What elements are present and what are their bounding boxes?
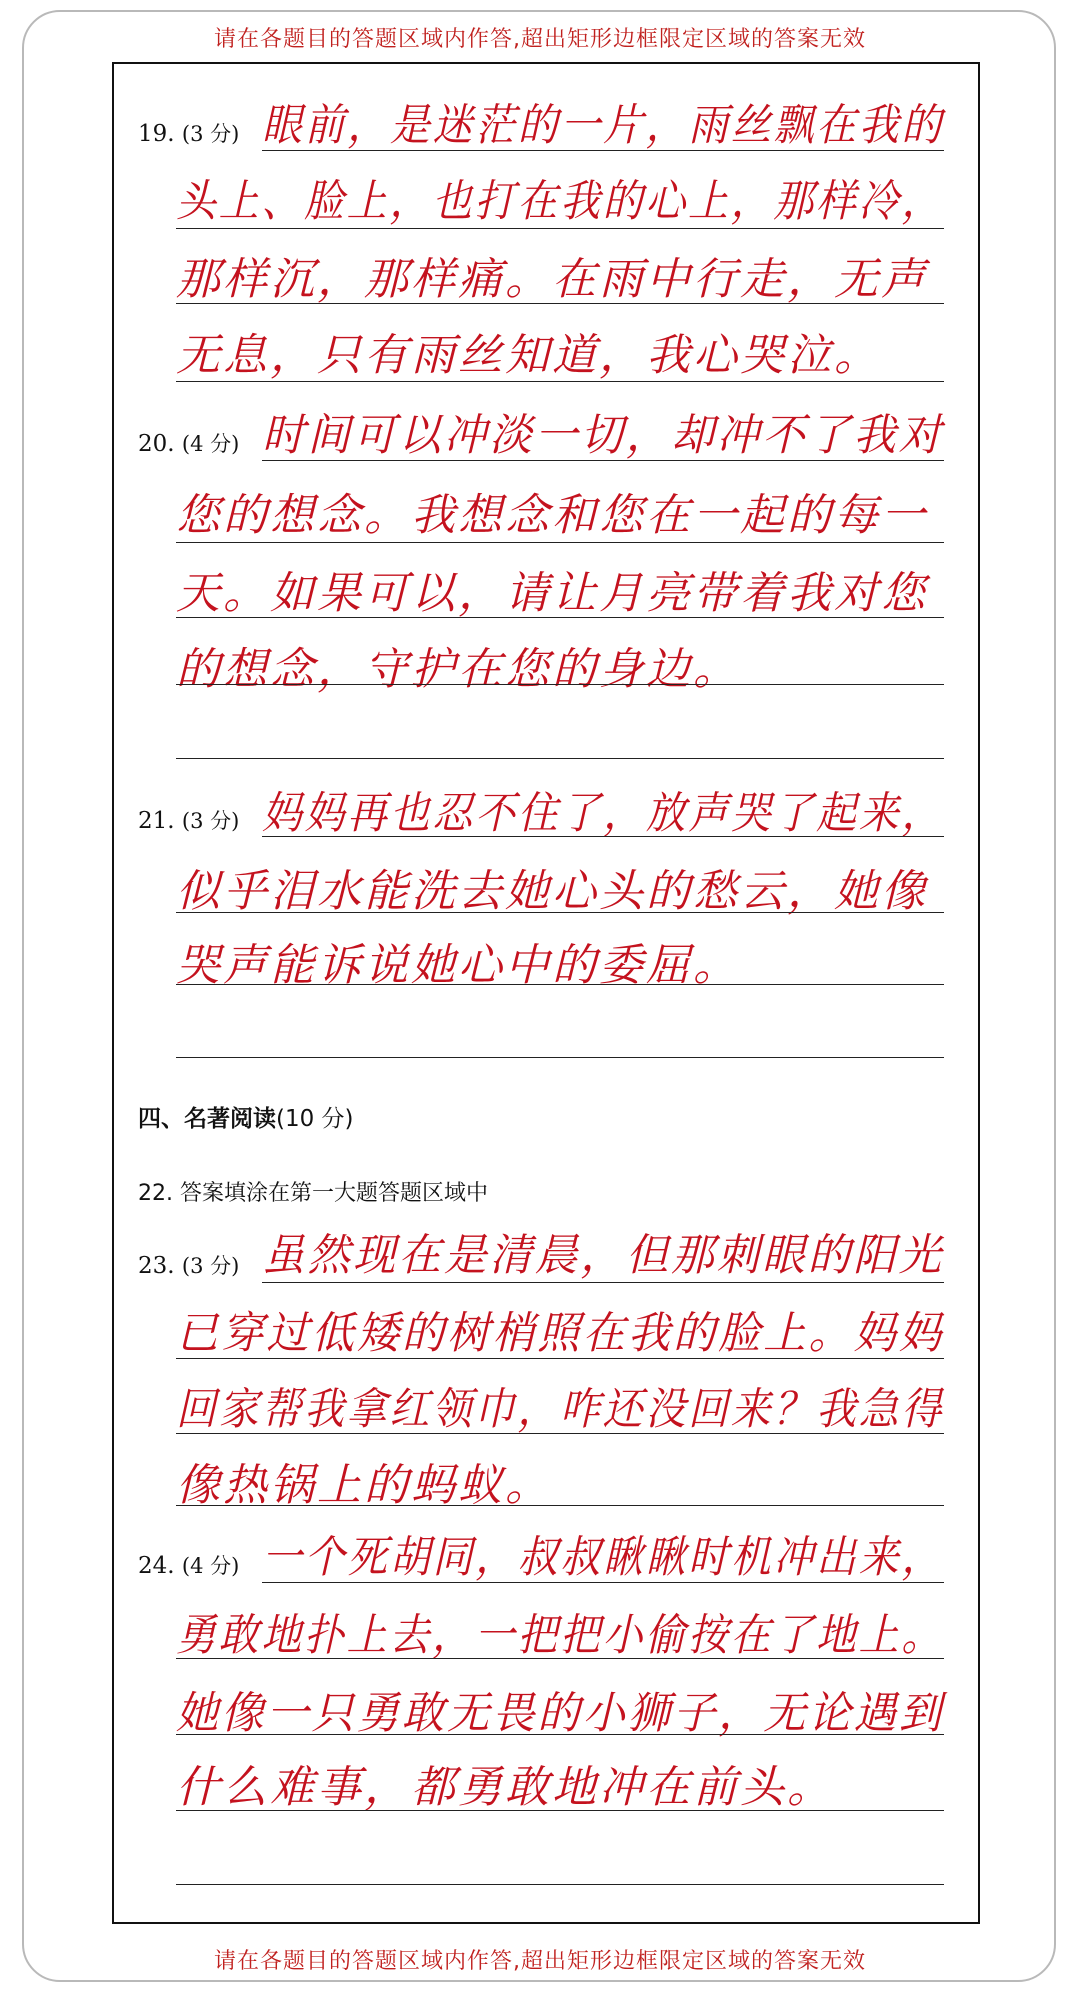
q21-label — [138, 805, 239, 835]
q23-line-1: 虽然现在是清晨，但那刺眼的阳光 — [262, 1230, 944, 1281]
q19-number: 19. — [138, 121, 175, 147]
q22-text: 答案填涂在第一大题答题区域中 — [180, 1181, 489, 1206]
q24-rule-3 — [176, 1734, 944, 1735]
q23-line-4: 像热锅上的蚂蚁。 — [176, 1460, 552, 1511]
q21-line-1: 妈妈再也忍不住了，放声哭了起来， — [262, 788, 944, 839]
q20-rule-2 — [176, 542, 944, 543]
q21-rule-3 — [176, 984, 944, 985]
q24-line-2: 勇敢地扑上去，一把把小偷按在了地上。 — [176, 1610, 944, 1661]
q23-rule-3 — [176, 1433, 944, 1434]
q23-rule-2 — [176, 1358, 944, 1359]
q20-rule-5 — [176, 758, 944, 759]
q24-line-4: 什么难事，都勇敢地冲在前头。 — [176, 1762, 834, 1813]
q23-rule-1 — [262, 1282, 944, 1283]
q22-number: 22. — [138, 1181, 173, 1206]
q24-rule-1 — [262, 1582, 944, 1583]
q19-rule-2 — [176, 228, 944, 229]
q21-rule-4 — [176, 1057, 944, 1058]
q20-line-4: 的想念，守护在您的身边。 — [176, 644, 740, 695]
q23-line-2: 已穿过低矮的树梢照在我的脸上。妈妈 — [176, 1308, 944, 1359]
q19-label — [138, 118, 239, 148]
q20-points: (4 分) — [181, 432, 240, 456]
q20-number: 20. — [138, 431, 175, 457]
q19-rule-3 — [176, 303, 944, 304]
footer-warning: 请在各题目的答题区域内作答,超出矩形边框限定区域的答案无效 — [214, 1949, 866, 1974]
header-warning: 请在各题目的答题区域内作答,超出矩形边框限定区域的答案无效 — [214, 27, 866, 52]
q21-number: 21. — [138, 808, 175, 834]
q21-rule-2 — [176, 912, 944, 913]
q19-line-3: 那样沉，那样痛。在雨中行走，无声 — [176, 254, 928, 305]
q24-number: 24. — [138, 1553, 175, 1579]
q20-rule-1 — [262, 460, 944, 461]
q20-line-2: 您的想念。我想念和您在一起的每一 — [176, 490, 928, 541]
q19-line-4: 无息，只有雨丝知道，我心哭泣。 — [176, 330, 881, 381]
q19-line-2: 头上、脸上，也打在我的心上，那样冷， — [176, 176, 944, 227]
q22-row — [138, 1176, 488, 1207]
q24-rule-4 — [176, 1810, 944, 1811]
q19-line-1: 眼前，是迷茫的一片，雨丝飘在我的 — [262, 100, 944, 151]
q24-label — [138, 1550, 239, 1580]
q21-points: (3 分) — [181, 809, 240, 833]
q24-rule-5 — [176, 1884, 944, 1885]
section-4-title-text: 四、名著阅读 — [138, 1106, 276, 1132]
q24-points: (4 分) — [181, 1554, 240, 1578]
q21-line-2: 似乎泪水能洗去她心头的愁云，她像 — [176, 866, 928, 917]
q21-rule-1 — [262, 836, 944, 837]
q23-rule-4 — [176, 1505, 944, 1506]
q23-label — [138, 1250, 239, 1280]
q20-rule-3 — [176, 617, 944, 618]
q20-line-1: 时间可以冲淡一切，却冲不了我对 — [262, 410, 944, 461]
q19-points: (3 分) — [181, 122, 240, 146]
section-4-points: (10 分) — [276, 1106, 354, 1132]
q23-points: (3 分) — [181, 1254, 240, 1278]
q20-label — [138, 428, 239, 458]
section-4-title — [138, 1100, 354, 1133]
q24-rule-2 — [176, 1658, 944, 1659]
q20-rule-4 — [176, 684, 944, 685]
q19-rule-1 — [262, 150, 944, 151]
q23-number: 23. — [138, 1253, 175, 1279]
q24-line-3: 她像一只勇敢无畏的小狮子，无论遇到 — [176, 1688, 944, 1739]
q24-line-1: 一个死胡同，叔叔瞅瞅时机冲出来， — [262, 1532, 944, 1583]
q23-line-3: 回家帮我拿红领巾，咋还没回来？我急得 — [176, 1384, 944, 1435]
q21-line-3: 哭声能诉说她心中的委屈。 — [176, 940, 740, 991]
q20-line-3: 天。如果可以，请让月亮带着我对您 — [176, 568, 928, 619]
q19-rule-4 — [176, 381, 944, 382]
